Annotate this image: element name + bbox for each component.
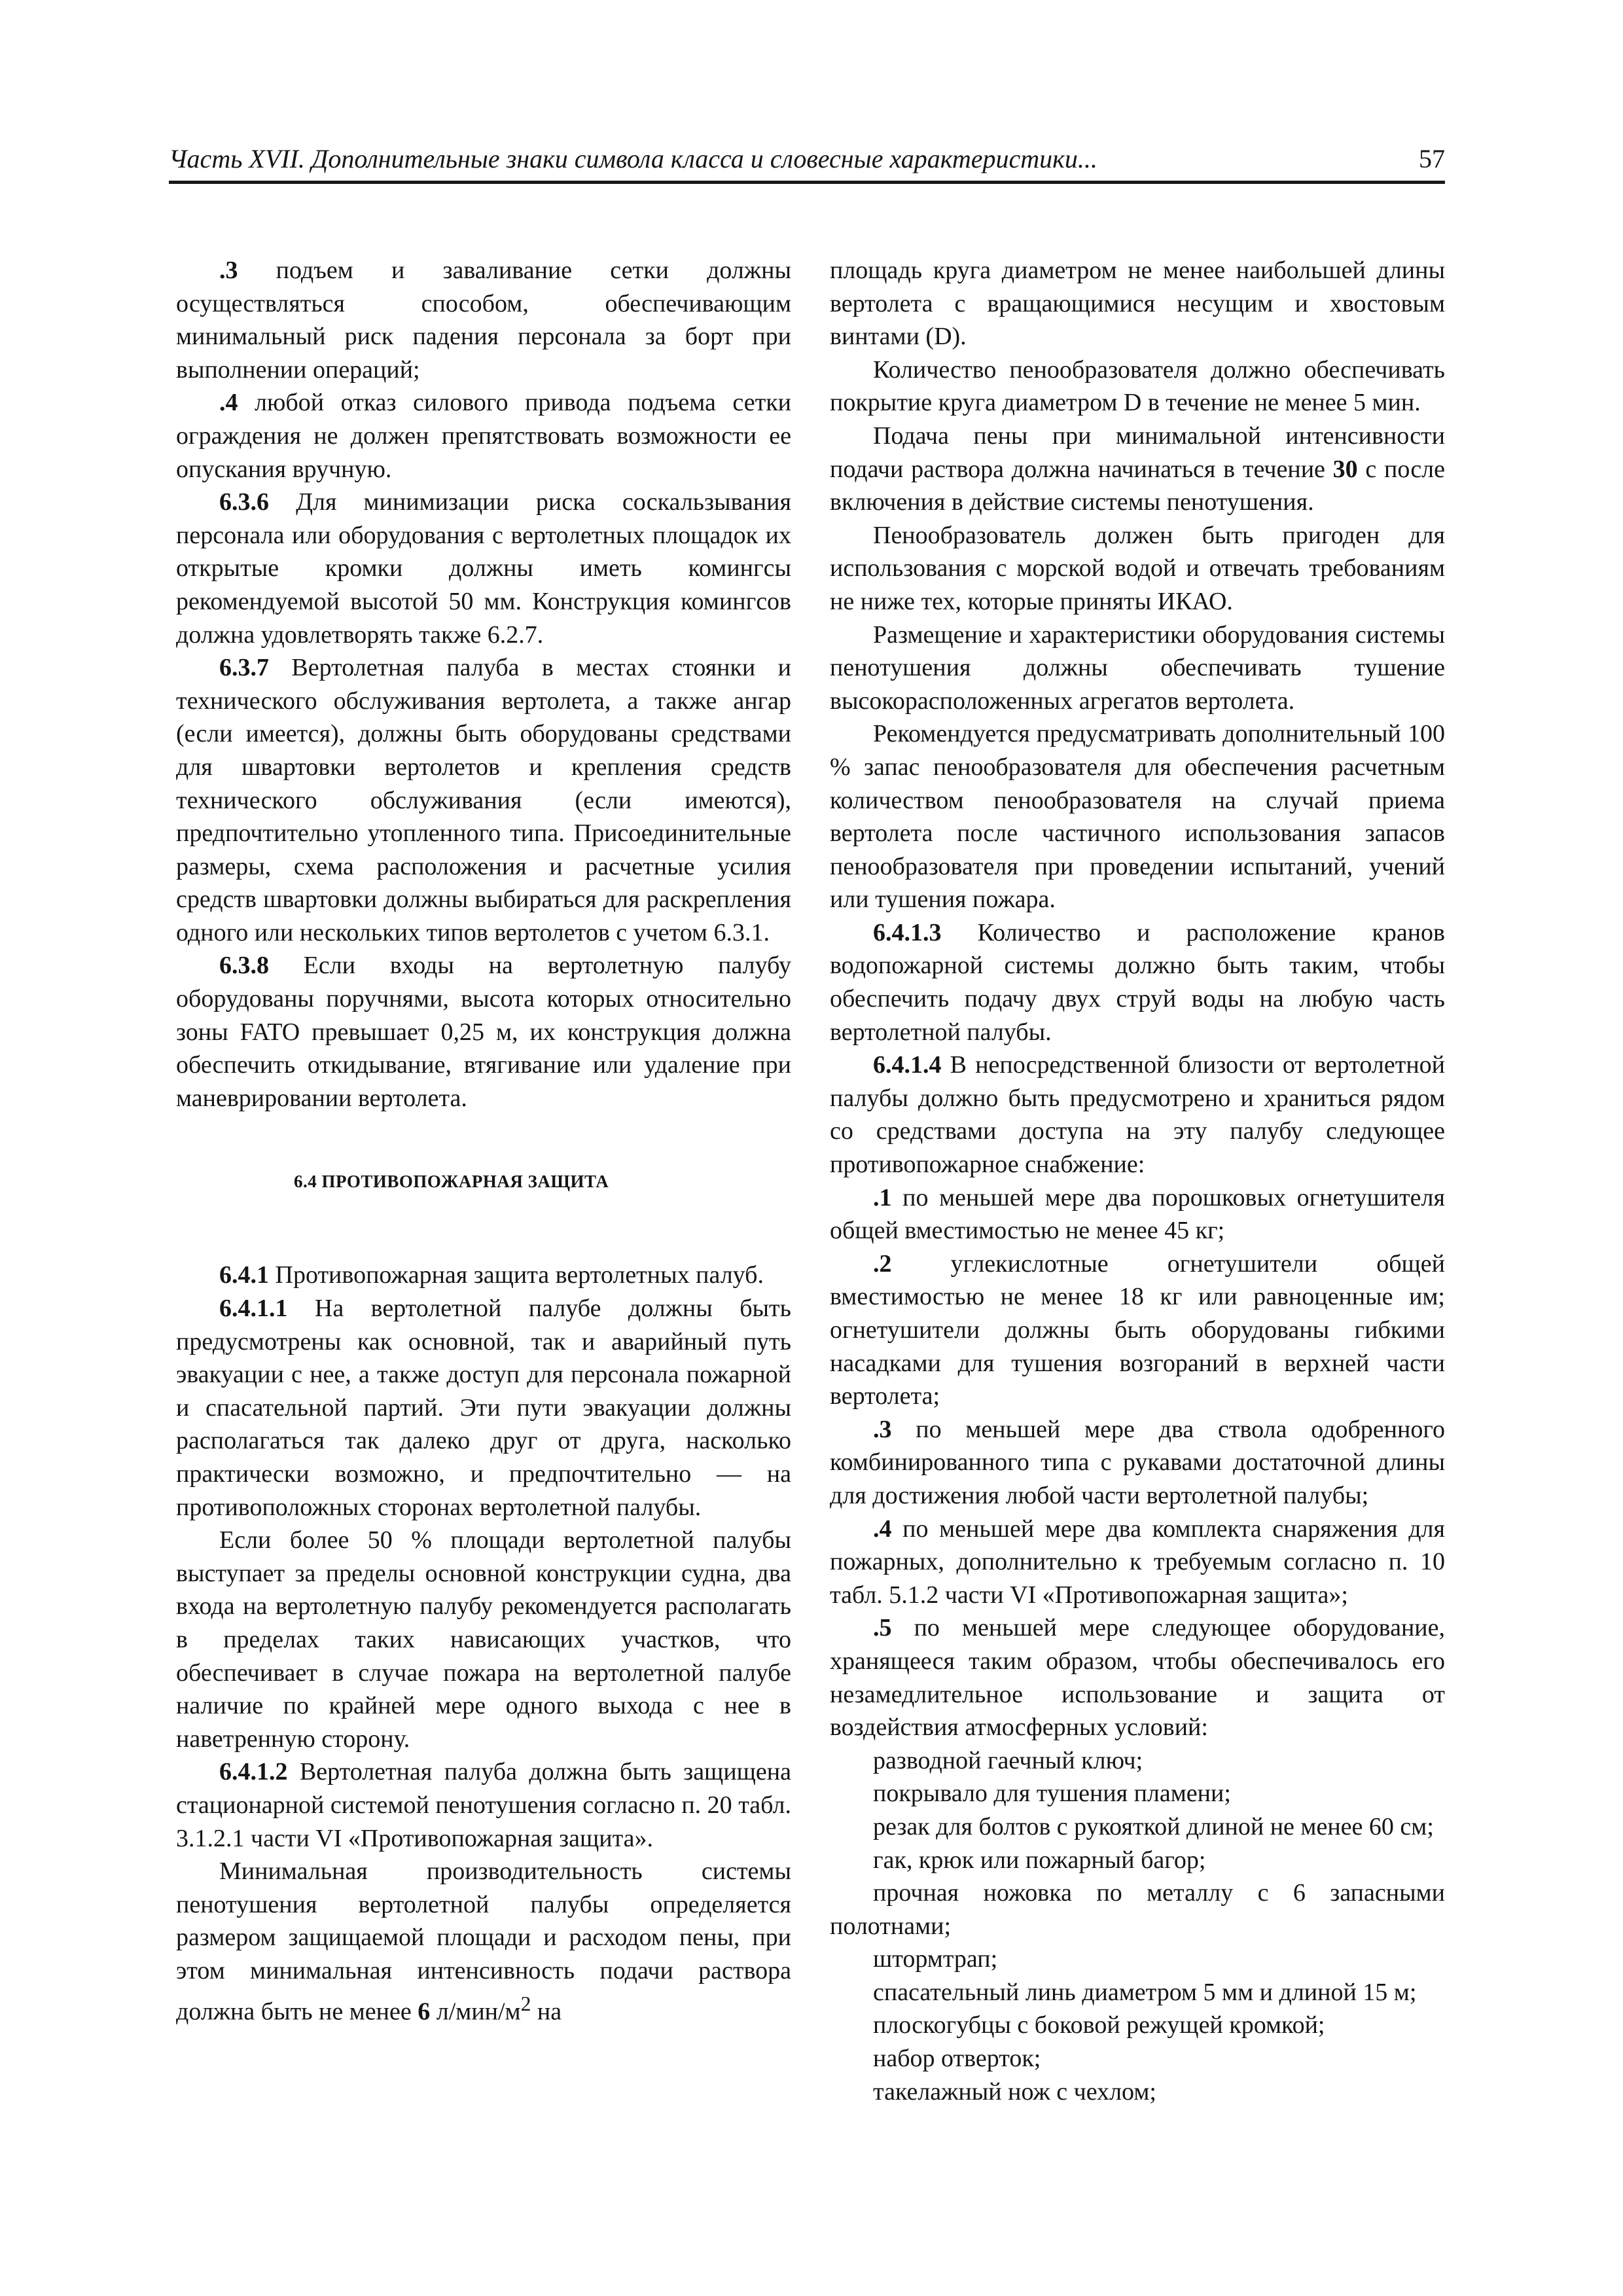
paragraph (176, 1855, 791, 2028)
paragraph (830, 1181, 1445, 1247)
paragraph (830, 916, 1445, 1049)
equipment-item: плоскогубцы с боковой режущей кромкой; (873, 2011, 1325, 2039)
paragraph (176, 949, 791, 1115)
paragraph-text: по меньшей мере два ствола одобренного комбинированного типа с рукавами достаточной длины для достижения любой части вертолетной палубы; (830, 1415, 1445, 1509)
equipment-item: такелажный нож с чехлом; (873, 2077, 1156, 2106)
equipment-item: набор отверток; (873, 2045, 1041, 2073)
clause-number: 6.4.1.1 (219, 1295, 288, 1323)
paragraph-text: Если более 50 % площади вертолетной палубы выступает за пределы основной конструкции судна, два входа на вертолетную палубу рекомендуется располагать в пределах таких нависающих участков, что обеспечивает в случае пожара на вертолетной палубе наличие по крайней мере одного выхода с нее в наветренную сторону. (176, 1526, 791, 1753)
paragraph-text: Количество и расположение кранов водопожарной системы должно быть таким, чтобы обеспечить подачу двух струй воды на любую часть вертолетной палубы. (830, 918, 1445, 1046)
equipment-item: спасательный линь диаметром 5 мм и длиной 15 м; (873, 1978, 1417, 2006)
paragraph (830, 254, 1445, 353)
running-header (169, 143, 1445, 184)
paragraph-text: Вертолетная палуба в местах стоянки и технического обслуживания вертолета, а также ангар (если имеется), должны быть оборудованы средствами для швартовки вертолетов и крепления средств технического обслуживания (если имеются), предпочтительно утопленного типа. Присоединительные размеры, схема расположения и расчетные усилия средств швартовки должны выбираться для раскрепления одного или нескольких типов вертолетов с учетом (176, 654, 791, 946)
paragraph-text: с после включения в действие системы пенотушения. (830, 455, 1446, 516)
paragraph (176, 1292, 791, 1524)
clause-reference: 6.2.7. (487, 620, 544, 649)
paragraph-text: В непосредственной близости от вертолетной палубы должно быть предусмотрено и храниться рядом со средствами доступа на эту палубу следующее противопожарное снабжение: (830, 1051, 1445, 1179)
paragraph-text: Для минимизации риска соскальзывания персонала или оборудования с вертолетных площадок их открытые кромки должны иметь комингсы рекомендуемой высотой 50 мм. Конструкция комингсов должна удовлетворять также (176, 488, 791, 649)
paragraph (830, 1049, 1445, 1181)
paragraph-text: Минимальная производительность системы пенотушения вертолетной палубы определяется размером защищаемой площади и расходом пены, при этом минимальная интенсивность подачи раствора должна быть не менее (176, 1857, 791, 2026)
paragraph-text: Вертолетная палуба должна быть защищена стационарной системой пенотушения согласно п. 20 табл. 3.1.2.1 части VI «Противопожарная защита». (176, 1758, 791, 1852)
paragraph-text: по меньшей мере два комплекта снаряжения для пожарных, дополнительно к требуемым согласно п. 10 табл. 5.1.2 части VI «Противопожарная защита»; (830, 1515, 1445, 1609)
clause-number: 6.4.1.3 (873, 918, 942, 946)
paragraph-text: Подача пены при минимальной интенсивности подачи раствора должна начинаться в течение (830, 422, 1445, 483)
paragraph (830, 619, 1445, 718)
clause-number: 6.3.7 (219, 654, 269, 682)
item-number: .4 (219, 389, 238, 417)
paragraph (176, 386, 791, 486)
paragraph-text: На вертолетной палубе должны быть предусмотрены как основной, так и аварийный путь эвакуации с нее, а также доступ для персонала пожарной и спасательной партий. Эти пути эвакуации должны располагаться так далеко друг от друга, насколько практически возможно, и предпочтительно — на противоположных сторонах вертолетной палубы. (176, 1295, 791, 1521)
paragraph-text: Количество пенообразователя должно обеспечивать покрытие круга диаметром D в течение не менее 5 мин. (830, 355, 1445, 417)
paragraph-text: по меньшей мере два порошковых огнетушителя общей вместимостью не менее 45 кг; (830, 1183, 1445, 1245)
paragraph-text: Рекомендуется предусматривать дополнительный 100 % запас пенообразователя для обеспечения расчетным количеством пенообразователя на случай приема вертолета после частичного использования запасов пенообразователя при проведении испытаний, учений или тушения пожара. (830, 720, 1445, 914)
equipment-item: прочная ножовка по металлу с 6 запасными полотнами; (830, 1879, 1445, 1940)
page-number: 57 (1419, 144, 1445, 173)
equipment-item: разводной гаечный ключ; (873, 1746, 1143, 1774)
item-number: .5 (873, 1614, 892, 1642)
clause-number: 6.4.1.4 (873, 1051, 942, 1079)
equipment-item: гак, крюк или пожарный багор; (873, 1846, 1206, 1874)
paragraph-text: по меньшей мере следующее оборудование, хранящееся таким образом, чтобы обеспечивалось его незамедлительное использование и защита от воздействия атмосферных условий: (830, 1614, 1445, 1742)
item-number: .4 (873, 1515, 892, 1543)
clause-number: 6.3.6 (219, 488, 269, 516)
paragraph (176, 1755, 791, 1855)
right-column (830, 254, 1445, 2108)
header-title: Часть XVII. Дополнительные знаки символа класса и словесные характеристики... (169, 144, 1097, 173)
paragraph (830, 717, 1445, 916)
rate-value: 6 (418, 1998, 431, 2026)
paragraph (830, 1413, 1445, 1513)
paragraph (176, 651, 791, 949)
item-number: .2 (873, 1249, 892, 1278)
paragraph (830, 353, 1445, 420)
paragraph-text: на (531, 1998, 562, 2026)
paragraph-text: Пенообразователь должен быть пригоден для использования с морской водой и отвечать требованиям не ниже тех, которые приняты ИКАО. (830, 521, 1445, 615)
item-number: .3 (873, 1415, 892, 1443)
time-value: 30 (1332, 455, 1358, 483)
equipment-item: покрывало для тушения пламени; (873, 1780, 1231, 1808)
paragraph (830, 1611, 1445, 1744)
paragraph-text: подъем и заваливание сетки должны осуществляться способом, обеспечивающим минимальный риск падения персонала за борт при выполнении операций; (176, 257, 791, 384)
clause-number: 6.4.1 (219, 1261, 269, 1289)
section-heading: 6.4 ПРОТИВОПОЖАРНАЯ ЗАЩИТА (294, 1172, 609, 1192)
paragraph-text: Если входы на вертолетную палубу оборудованы поручнями, высота которых относительно зоны FATO превышает 0,25 м, их конструкция должна обеспечить откидывание, втягивание или удаление при маневрировании вертолета. (176, 952, 791, 1112)
equipment-item: штормтрап; (873, 1945, 998, 1973)
paragraph (176, 486, 791, 651)
paragraph (830, 519, 1445, 619)
rate-unit: л/мин/м (430, 1998, 521, 2026)
paragraph-text: углекислотные огнетушители общей вместимостью не менее 18 кг или равноценные им; огнетушители должны быть оборудованы гибкими насадками для тушения возгораний в верхней части вертолета; (830, 1249, 1445, 1410)
paragraph (176, 254, 791, 386)
paragraph (830, 420, 1445, 519)
paragraph-text: любой отказ силового привода подъема сетки ограждения не должен препятствовать возможности ее опускания вручную. (176, 389, 791, 483)
paragraph-text: площадь круга диаметром не менее наибольшей длины вертолета с вращающимися несущим и хвостовым винтами (D). (830, 257, 1445, 351)
left-column (176, 254, 791, 2028)
paragraph-text: Противопожарная защита вертолетных палуб. (269, 1261, 764, 1289)
paragraph (830, 1247, 1445, 1413)
equipment-item: резак для болтов с рукояткой длиной не менее 60 см; (873, 1812, 1434, 1840)
clause-number: 6.4.1.2 (219, 1758, 288, 1786)
paragraph-text: Размещение и характеристики оборудования системы пенотушения должны обеспечивать тушение высокорасположенных агрегатов вертолета. (830, 620, 1445, 715)
unit-exponent: 2 (520, 1992, 531, 2015)
item-number: .1 (873, 1183, 892, 1211)
paragraph (176, 1524, 791, 1755)
clause-number: 6.3.8 (219, 952, 269, 980)
paragraph (830, 1513, 1445, 1612)
clause-reference: 6.3.1. (713, 918, 770, 946)
paragraph (176, 1259, 791, 1292)
item-number: .3 (219, 257, 238, 284)
